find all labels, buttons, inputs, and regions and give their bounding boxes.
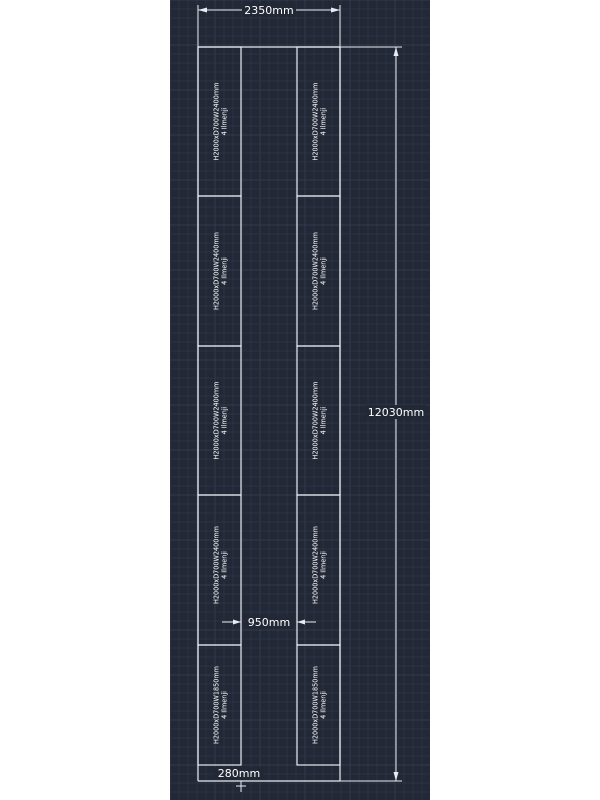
aisle-width-label: 950mm: [247, 616, 291, 629]
shelf-count-text: 4 Ilmenji: [219, 107, 229, 136]
shelf-label: [311, 666, 328, 744]
shelf-count-text: 4 Ilmenji: [219, 406, 229, 435]
shelf-label: [311, 232, 328, 310]
shelf-spec-text: H2000xD700W2400mm: [310, 381, 320, 460]
shelf-label: [212, 382, 229, 460]
cad-drawing-canvas: [170, 0, 430, 800]
shelf-label: [311, 526, 328, 604]
shelf-count-text: 4 Ilmenji: [318, 691, 328, 719]
shelf-count-text: 4 Ilmenji: [219, 691, 229, 719]
shelf-spec-text: H2000xD700W2400mm: [211, 526, 221, 604]
shelf-count-text: 4 Ilmenji: [219, 257, 229, 285]
shelf-count-text: 4 Ilmenji: [318, 406, 328, 435]
shelf-spec-text: H2000xD700W2400mm: [310, 526, 320, 604]
shelf-label: [212, 232, 229, 310]
total-length-label: 12030mm: [367, 406, 425, 419]
shelf-spec-text: H2000xD700W2400mm: [310, 82, 320, 161]
shelving-layout-drawing: [170, 0, 430, 800]
shelf-spec-text: H2000xD700W2400mm: [211, 232, 221, 310]
shelf-count-text: 4 Ilmenji: [318, 257, 328, 285]
shelf-spec-text: H2000xD700W1850mm: [211, 666, 221, 744]
aisle-width-dimension: [222, 615, 316, 629]
shelf-count-text: 4 Ilmenji: [318, 551, 328, 579]
background-grid: [170, 0, 430, 800]
total-width-label: 2350mm: [244, 4, 294, 17]
shelf-spec-text: H2000xD700W2400mm: [211, 82, 221, 161]
shelf-label: [212, 526, 229, 604]
shelf-label: [212, 666, 229, 744]
shelf-spec-text: H2000xD700W1850mm: [310, 666, 320, 744]
shelf-label: [311, 83, 328, 161]
shelf-spec-text: H2000xD700W2400mm: [310, 232, 320, 310]
shelf-label: [311, 382, 328, 460]
shelf-label: [212, 83, 229, 161]
shelf-count-text: 4 Ilmenji: [219, 551, 229, 579]
shelf-count-text: 4 Ilmenji: [318, 107, 328, 136]
bottom-gap-label: 280mm: [217, 767, 261, 780]
shelf-spec-text: H2000xD700W2400mm: [211, 381, 221, 460]
